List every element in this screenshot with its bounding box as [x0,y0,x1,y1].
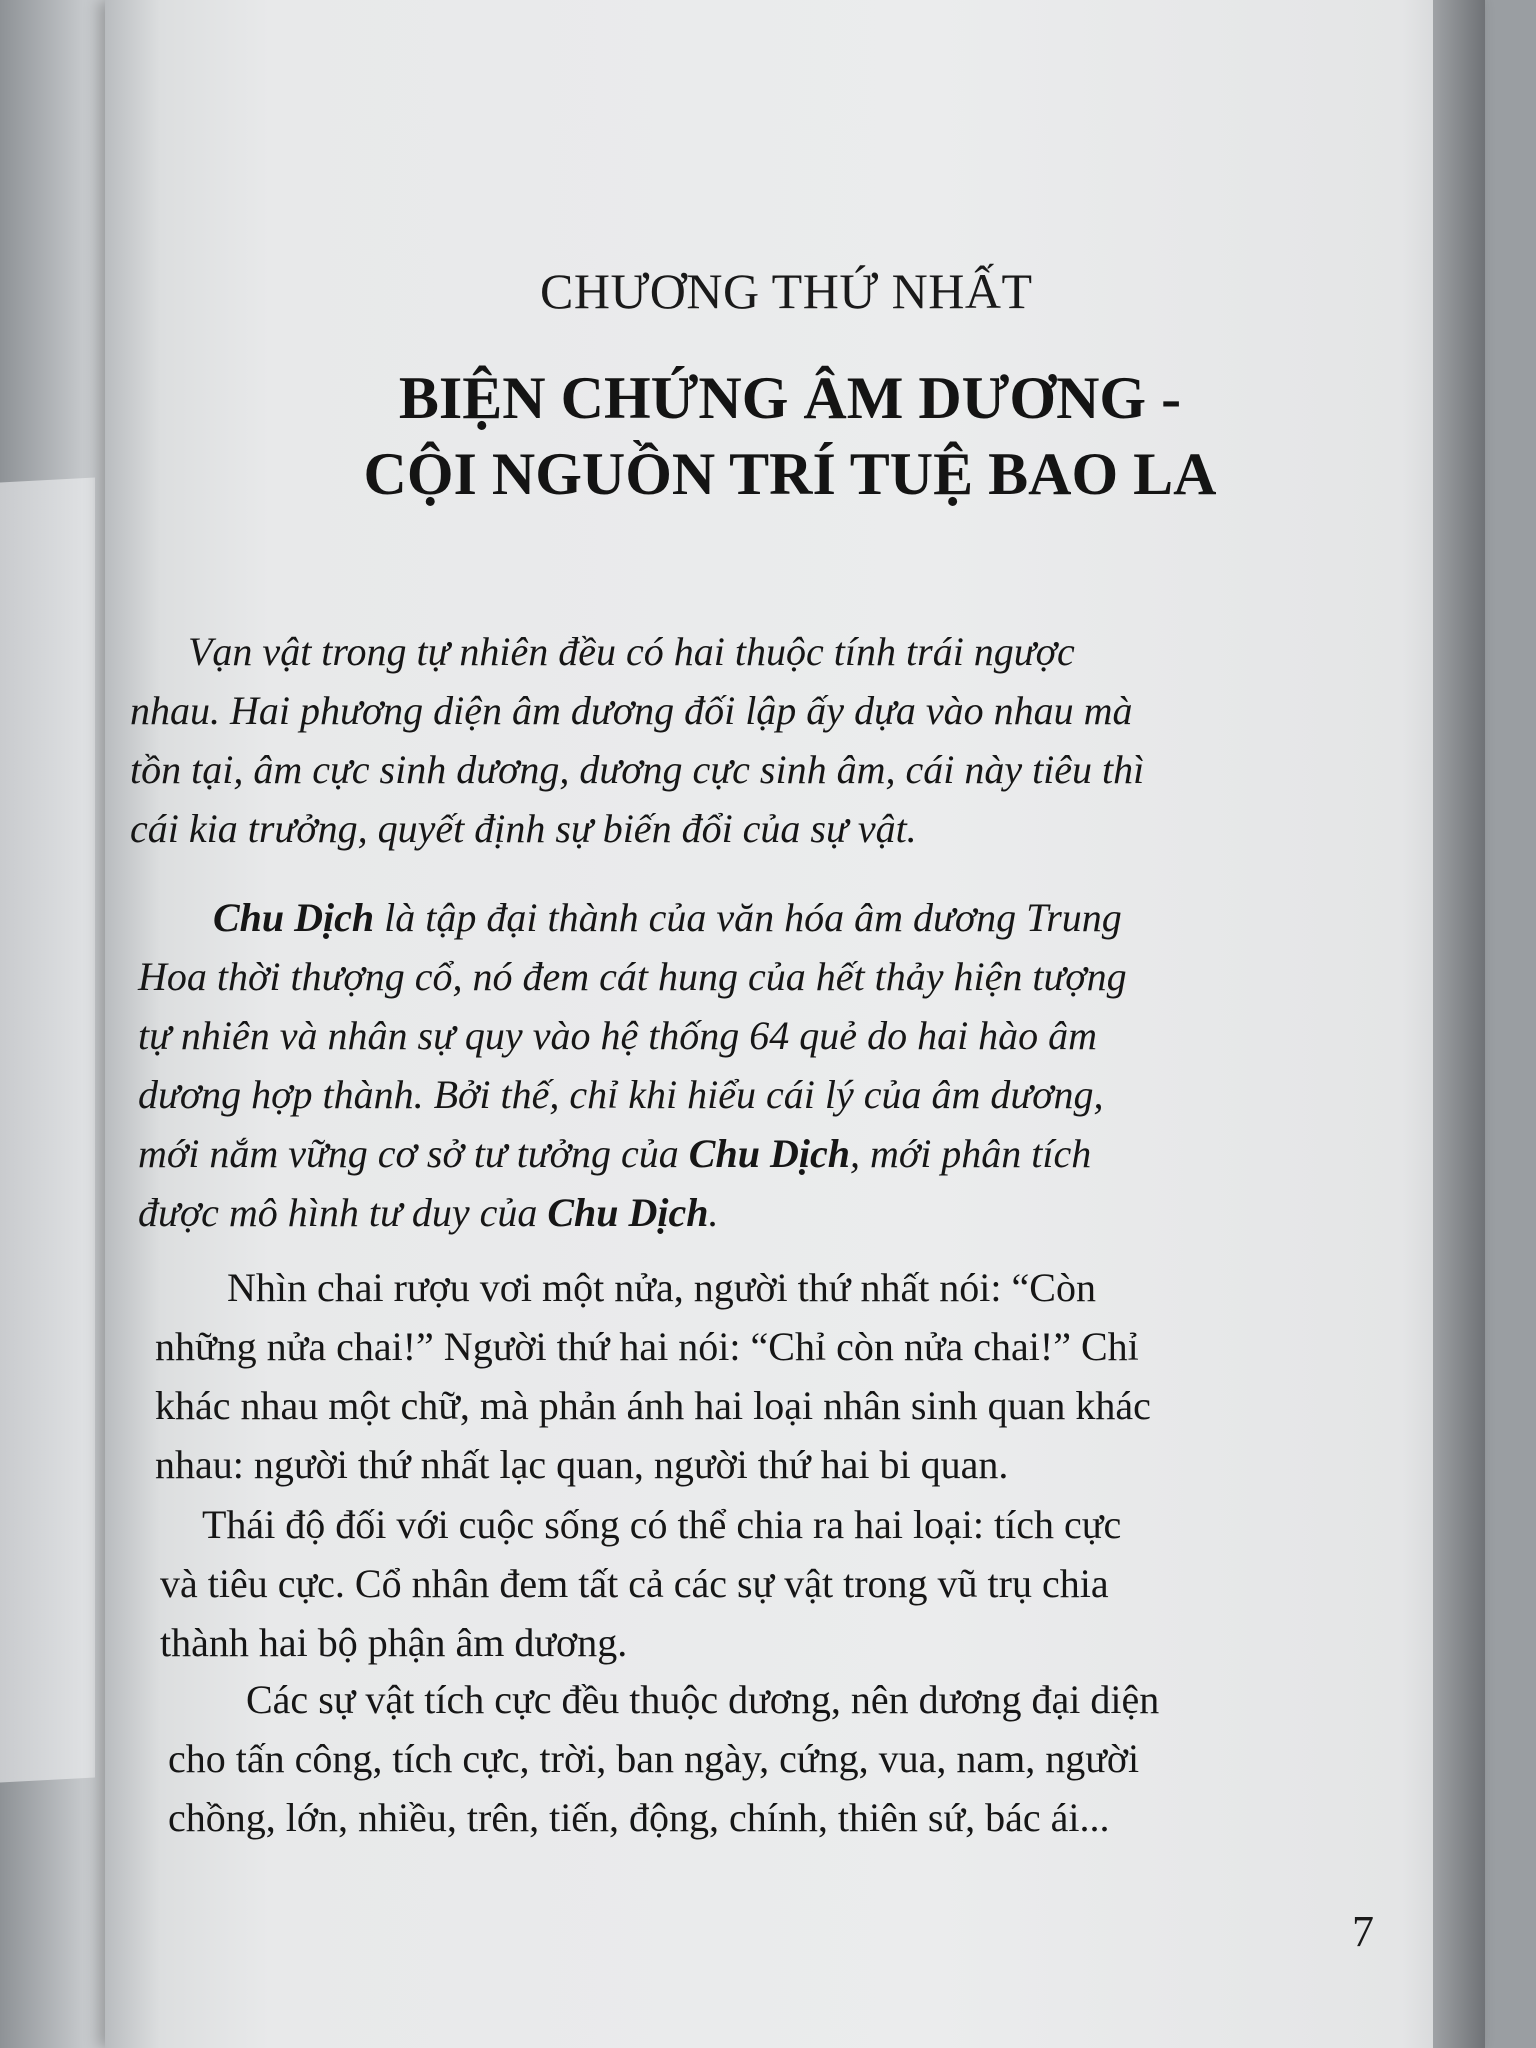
chapter-title [230,360,1350,512]
paragraph-line: chồng, lớn, nhiều, trên, tiến, động, chính, thiên sứ, bác ái... [168,1795,1110,1840]
paragraph-line: nhau: người thứ nhất lạc quan, người thứ hai bi quan. [155,1442,1009,1487]
previous-page-strip [0,478,95,1783]
chapter-label: CHƯƠNG THỨ NHẤT [540,263,1033,319]
paragraph-line [138,1183,1428,1242]
paragraph-line: Vạn vật trong tự nhiên đều có hai thuộc tính trái ngược [188,629,1075,674]
paragraph-line [138,888,1428,947]
paragraph-5 [168,1670,1378,1847]
page-number: 7 [1352,1907,1374,1956]
paragraph-line: tồn tại, âm cực sinh dương, dương cực sinh âm, cái này tiêu thì [130,747,1145,792]
paragraph-line: nhau. Hai phương diện âm dương đối lập ấy dựa vào nhau mà [130,688,1133,733]
paragraph-3 [155,1258,1395,1494]
chapter-title-line-2: CỘI NGUỒN TRÍ TUỆ BAO LA [363,441,1217,507]
emphasis-chu-dich: Chu Dịch [213,895,375,940]
paragraph-4 [160,1495,1380,1672]
chapter-title-line-1: BIỆN CHỨNG ÂM DƯƠNG - [398,365,1182,431]
paragraph-line: Thái độ đối với cuộc sống có thể chia ra hai loại: tích cực [202,1502,1122,1547]
paragraph-line: khác nhau một chữ, mà phản ánh hai loại nhân sinh quan khác [155,1383,1151,1428]
paragraph-text: là tập đại thành của văn hóa âm dương Trung [374,895,1122,940]
paragraph-text: mới nắm vững cơ sở tư tưởng của [138,1131,689,1176]
paragraph-line: dương hợp thành. Bởi thế, chỉ khi hiểu cái lý của âm dương, [138,1072,1104,1117]
page-right-shadow [1433,0,1485,2048]
paragraph-line: Các sự vật tích cực đều thuộc dương, nên dương đại diện [246,1677,1160,1722]
paragraph-line: những nửa chai!” Người thứ hai nói: “Chỉ còn nửa chai!” Chỉ [155,1324,1139,1369]
paragraph-line: Nhìn chai rượu vơi một nửa, người thứ nhất nói: “Còn [227,1265,1096,1310]
paragraph-text: , mới phân tích [849,1131,1092,1176]
emphasis-chu-dich: Chu Dịch [688,1131,850,1176]
paragraph-line: cho tấn công, tích cực, trời, ban ngày, cứng, vua, nam, người [168,1736,1140,1781]
paragraph-line: cái kia trưởng, quyết định sự biến đổi của sự vật. [130,806,917,851]
paragraph-1 [130,622,1440,858]
paragraph-line: Hoa thời thượng cổ, nó đem cát hung của hết thảy hiện tượng [138,954,1127,999]
paragraph-line [138,1124,1428,1183]
paragraph-line: thành hai bộ phận âm dương. [160,1620,628,1665]
paragraph-2 [138,888,1428,1242]
paragraph-text: . [708,1190,719,1235]
emphasis-chu-dich: Chu Dịch [547,1190,709,1235]
paragraph-line: tự nhiên và nhân sự quy vào hệ thống 64 quẻ do hai hào âm [138,1013,1098,1058]
paragraph-text: được mô hình tư duy của [138,1190,548,1235]
paragraph-line: và tiêu cực. Cổ nhân đem tất cả các sự vật trong vũ trụ chia [160,1561,1109,1606]
